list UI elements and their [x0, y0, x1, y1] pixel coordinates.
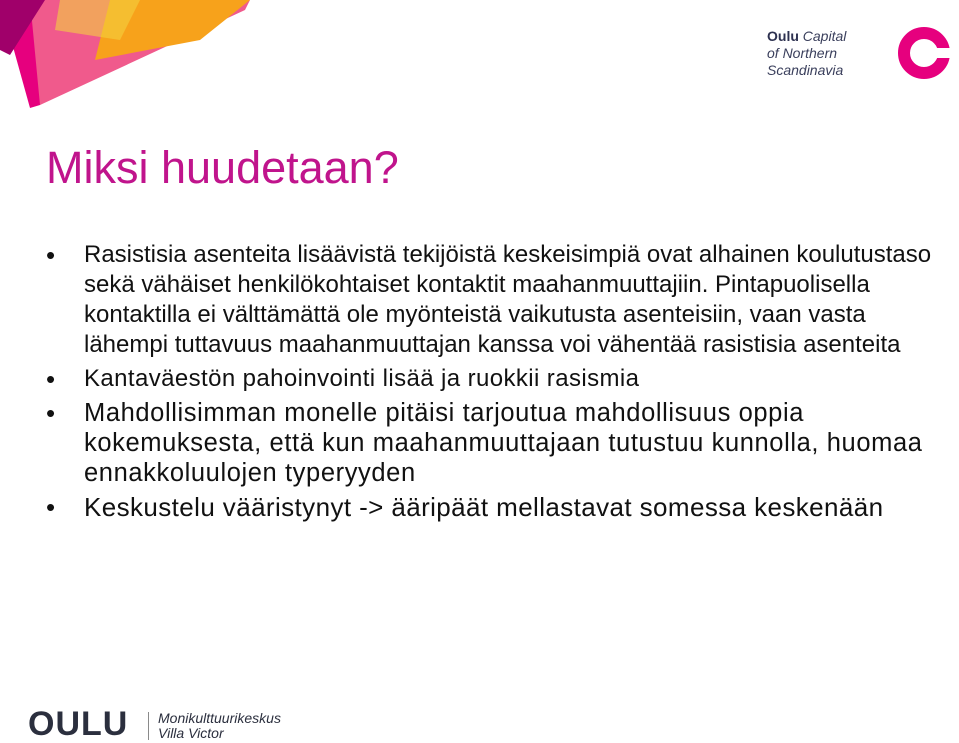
- bullet-item: [46, 492, 951, 522]
- bullet-item: [46, 398, 951, 488]
- decorative-ribbon-art: [0, 0, 260, 110]
- slide-title: Miksi huudetaan?: [46, 142, 399, 193]
- logo-divider: [148, 712, 149, 740]
- footer-logo-line2: Villa Victor: [158, 725, 224, 741]
- logo-line1-rest: Capital: [798, 28, 847, 44]
- logo-line2: of Northern: [767, 45, 838, 61]
- bullet-dot: •: [46, 364, 56, 394]
- bullet-text: Kantaväestön pahoinvointi lisää ja ruokkii rasismia: [84, 365, 640, 392]
- bullet-text: Keskustelu vääristynyt -> ääripäät mellastavat somessa keskenään: [84, 492, 884, 522]
- bullet-dot: •: [46, 240, 56, 270]
- logo-line3: Scandinavia: [767, 62, 844, 78]
- oulu-wordmark: OULU: [28, 705, 129, 743]
- bullet-list: [46, 240, 951, 526]
- footer-logo-line1: Monikulttuurikeskus: [158, 710, 281, 726]
- oulu-capital-logo: [759, 22, 959, 92]
- oulu-ring-icon: [897, 26, 951, 80]
- logo-line1-bold: Oulu: [767, 28, 799, 44]
- bullet-item: [46, 240, 951, 360]
- footer-logo: [28, 706, 348, 742]
- bullet-item: [46, 364, 951, 394]
- bullet-dot: •: [46, 492, 56, 522]
- bullet-text: Mahdollisimman monelle pitäisi tarjoutua mahdollisuus oppia kokemuksesta, että kun maahanmuuttajaan tutustuu kunnolla, huomaa ennakkoluulojen typeryyden: [84, 399, 923, 487]
- bullet-dot: •: [46, 398, 56, 428]
- bullet-text: Rasistisia asenteita lisäävistä tekijöistä keskeisimpiä ovat alhainen koulutustaso sekä vähäiset henkilökohtaiset kontaktit maahanmuuttajiin. Pintapuolisella kontaktilla ei välttämättä ole myönteistä vaikutusta asenteisiin, vaan vasta lähempi tuttavuus maahanmuuttajan kanssa voi vähentää rasistisia asenteita: [84, 241, 932, 358]
